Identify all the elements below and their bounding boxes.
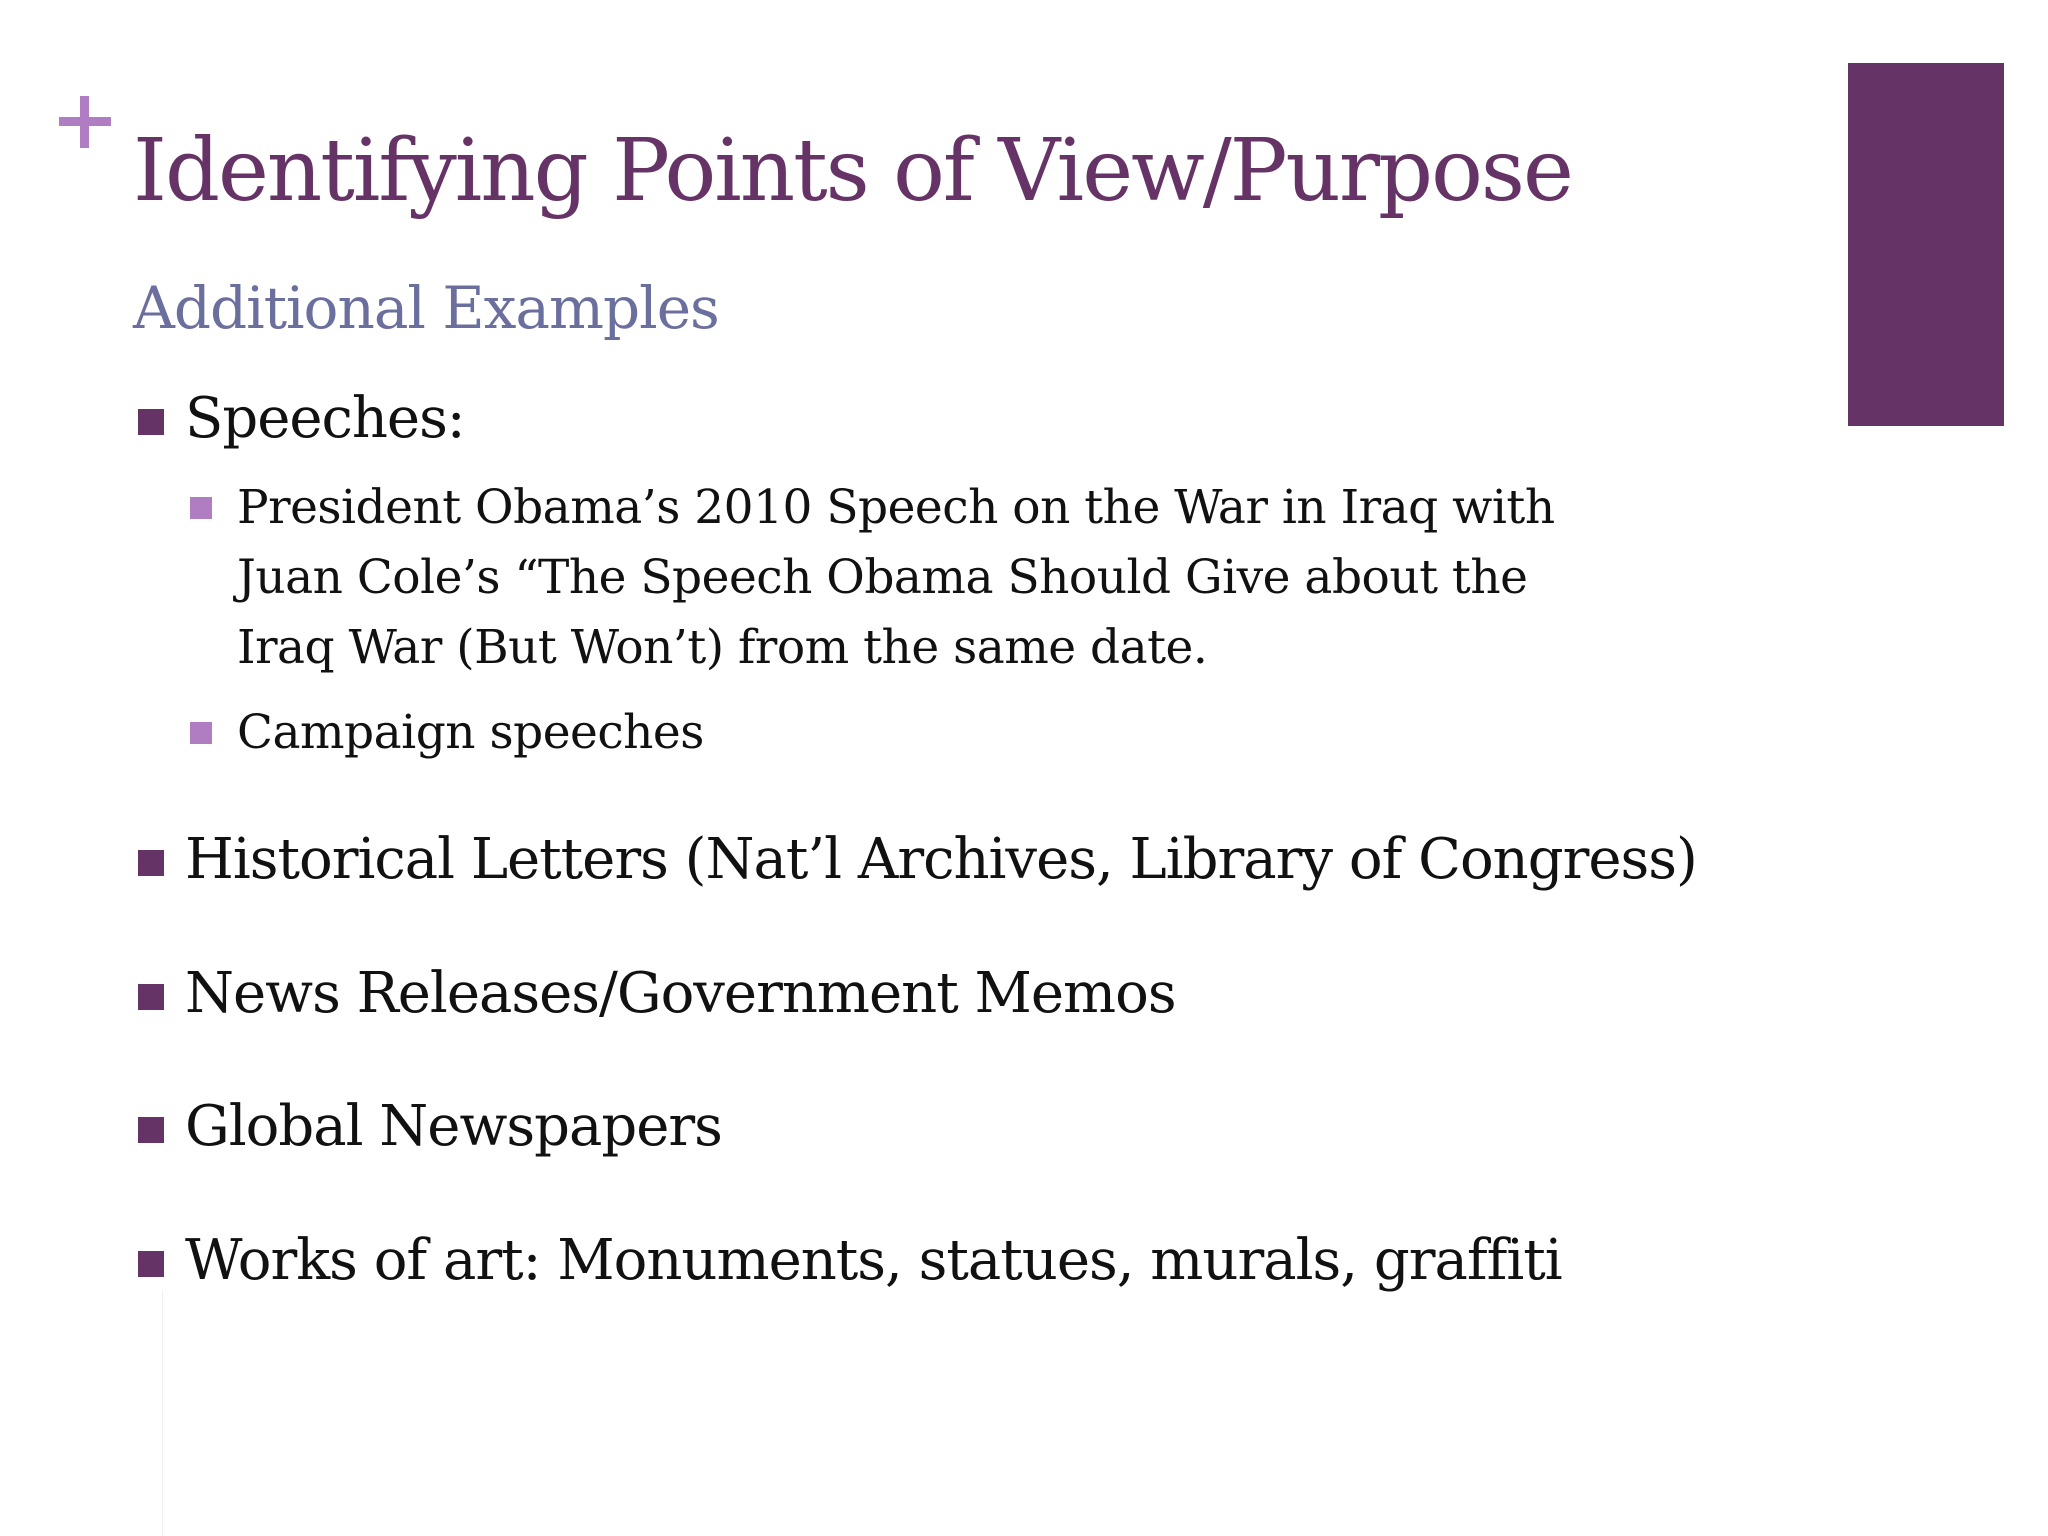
- edge-line: [162, 1290, 163, 1536]
- bullet-text: Works of art: Monuments, statues, murals, graffiti: [185, 1228, 1562, 1293]
- bullet-text: News Releases/Government Memos: [185, 961, 1176, 1026]
- sub-bullet-square-icon: [190, 497, 212, 519]
- bullet-text: Global Newspapers: [185, 1094, 722, 1159]
- slide-title: Identifying Points of View/Purpose: [133, 121, 1572, 221]
- sub-bullet-square-icon: [190, 722, 212, 744]
- bullet-text: Historical Letters (Nat’l Archives, Library of Congress): [185, 827, 1697, 892]
- corner-accent-block: [1848, 63, 2004, 426]
- sub-bullet-text: Campaign speeches: [237, 705, 704, 760]
- bullet-square-icon: [138, 850, 164, 876]
- bullet-square-icon: [138, 984, 164, 1010]
- bullet-square-icon: [138, 1117, 164, 1143]
- slide-subtitle: Additional Examples: [133, 274, 719, 342]
- bullet-text: Speeches:: [185, 386, 465, 451]
- sub-bullet-text: President Obama’s 2010 Speech on the War in Iraq with Juan Cole’s “The Speech Obama Should Give about the Iraq War (But Won’t) from the same date.: [237, 480, 1555, 675]
- bullet-square-icon: [138, 409, 164, 435]
- plus-icon: [55, 92, 115, 152]
- bullet-square-icon: [138, 1251, 164, 1277]
